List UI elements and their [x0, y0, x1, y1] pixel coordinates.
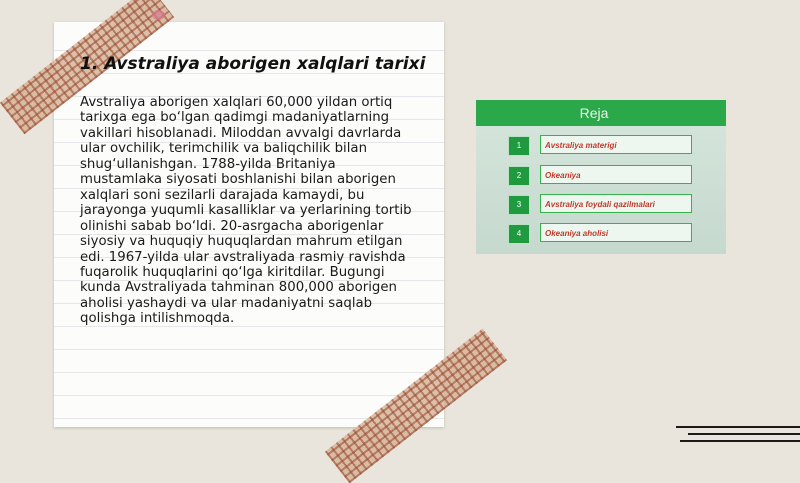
reja-image-panel — [476, 100, 726, 254]
decorative-line — [676, 426, 800, 428]
reja-item-number: 4 — [508, 224, 530, 244]
reja-item-label: Avstraliya materigi — [540, 135, 692, 154]
decorative-line — [688, 433, 800, 435]
reja-item — [476, 223, 726, 245]
reja-item — [476, 165, 726, 187]
reja-item — [476, 135, 726, 157]
slide-title: 1. Avstraliya aborigen xalqlari tarixi — [80, 54, 426, 74]
reja-item-label: Avstraliya foydali qazilmalari — [540, 194, 692, 213]
decorative-line — [680, 440, 800, 442]
reja-item-number: 3 — [508, 195, 530, 215]
reja-item-label: Okeaniya — [540, 165, 692, 184]
reja-item-number: 2 — [508, 166, 530, 186]
reja-item — [476, 194, 726, 216]
reja-item-number: 1 — [508, 136, 530, 156]
pink-dot-decoration — [152, 10, 165, 20]
reja-header — [476, 100, 726, 126]
reja-item-label: Okeaniya aholisi — [540, 223, 692, 242]
reja-title: Reja — [579, 105, 609, 121]
slide-body-text: Avstraliya aborigen xalqlari 60,000 yildan ortiq tarixga ega bo‘lgan qadimgi madaniyatlarning vakillari hisoblanadi. Miloddan avvalgi davrlarda ular ovchilik, terimchilik va baliqchilik bilan shug‘ullanishgan. 1788-yilda Britaniya mustamlaka siyosati boshlanishi bilan aborigen xalqlari soni sezilarli darajada kamaydi, bu jarayonga yuqumli kasalliklar va yerlarining tortib olinishi sabab bo‘ldi. 20-asrgacha aborigenlar siyosiy va huquqiy huquqlardan mahrum etilgan edi. 1967-yilda ular avstraliyada rasmiy ravishda fuqarolik huquqlarini qo‘lga kiritdilar. Bugungi kunda Avstraliyada tahminan 800,000 aborigen aholisi yashaydi va ular madaniyatni saqlab qolishga intilishmoqda. — [80, 95, 412, 327]
